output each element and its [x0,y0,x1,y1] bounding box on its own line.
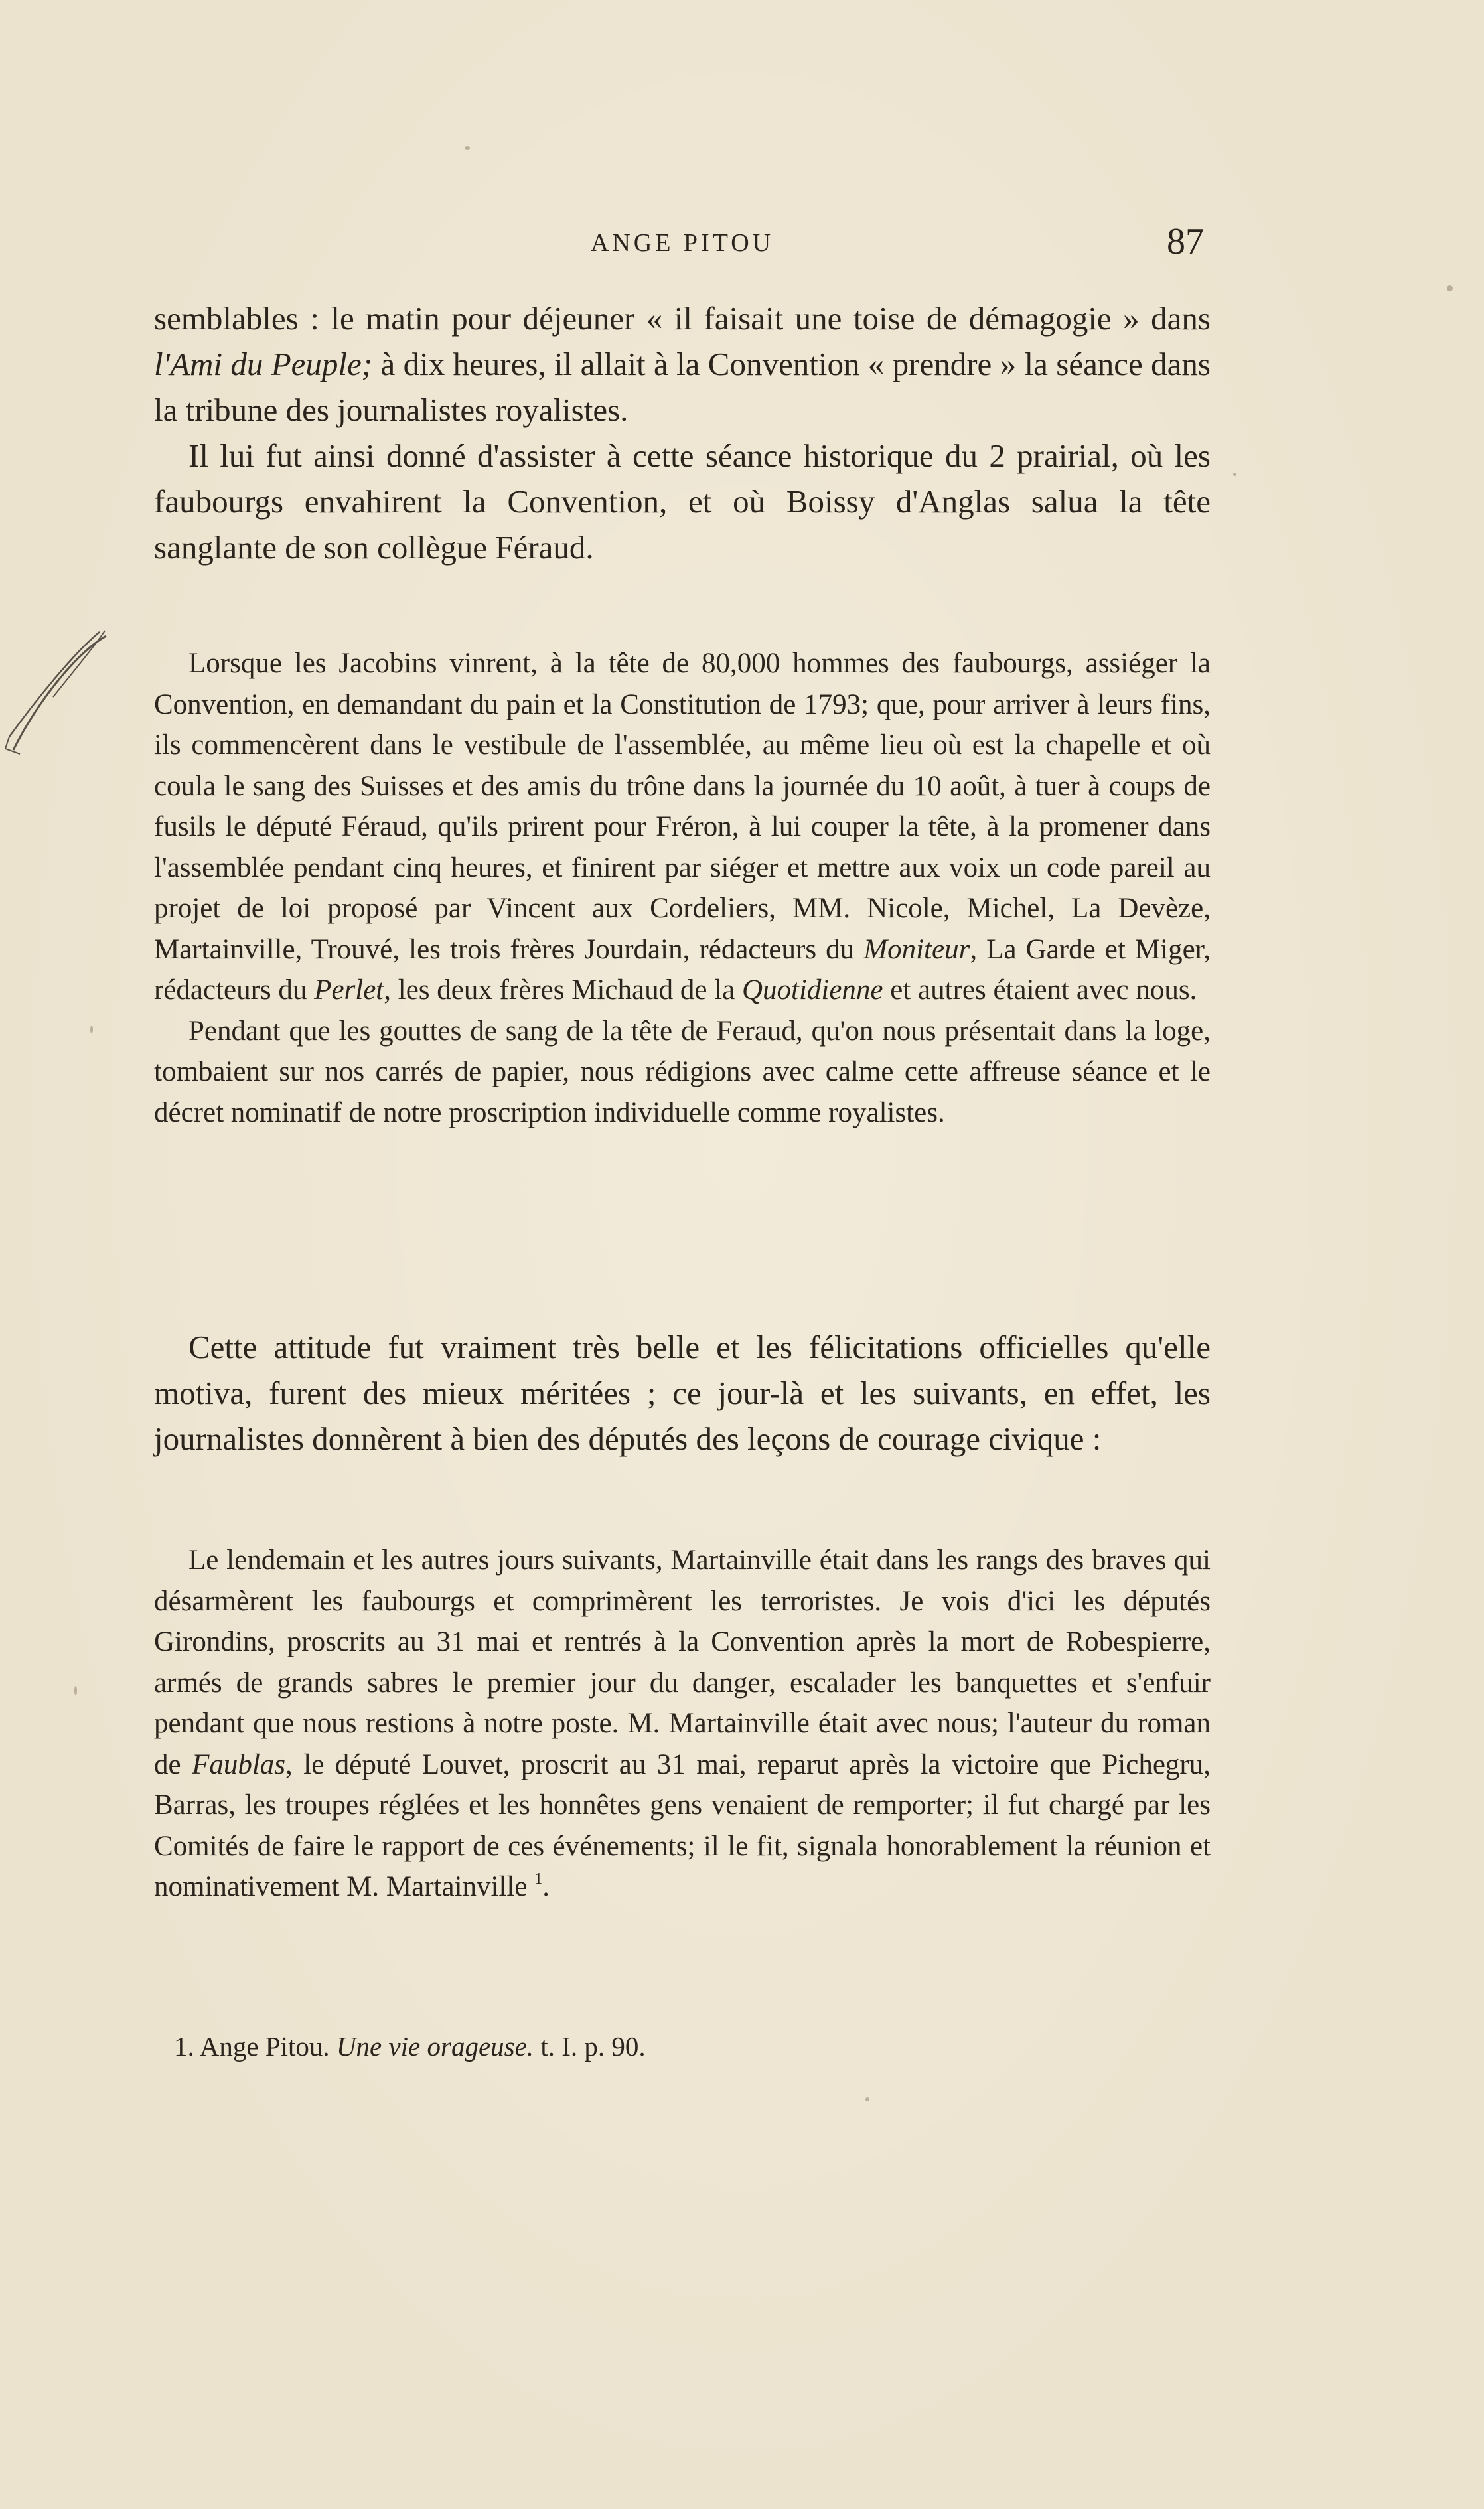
page-header [154,223,1211,269]
text-run: à dix heures, il allait à la Convention « prendre » la séance dans la tribune des journalistes royalistes. [154,346,1211,428]
footnote-title: Une vie orageuse. [336,2031,534,2062]
text-run: , La Garde et Miger, rédacteurs du [154,933,1211,1006]
paper-speck [865,2097,869,2101]
footnote-number: 1. [174,2031,194,2062]
text-run: et autres étaient avec nous. [883,974,1197,1006]
footnote-reference-text: t. I. p. 90. [540,2031,646,2062]
paragraph: Il lui fut ainsi donné d'assister à cette séance historique du 2 prairial, où les faubourgs envahirent la Convention, et où Boissy d'Anglas salua la tête sanglante de son collègue Féraud. [154,437,1211,566]
paper-speck [90,1026,93,1033]
paragraph [154,643,1211,1011]
footnote-author: Ange Pitou. [199,2031,330,2062]
running-title: ANGE PITOU [590,229,775,257]
pencil-margin-mark [0,624,119,757]
text-run: semblables : le matin pour déjeuner « il faisait une toise de démagogie » dans [154,300,1211,337]
paragraph [154,1540,1211,1908]
journal-title: Moniteur [863,933,970,965]
text-run: , les deux frères Michaud de la [384,974,742,1006]
text-run: . [542,1871,550,1902]
paragraph: Cette attitude fut vraiment très belle et les félicitations officielles qu'elle motiva, furent des mieux méritées ; ce jour-là et les suivants, en effet, les journalistes donnèrent à bien des députés des leçons de courage civique : [154,1329,1211,1457]
paper-speck [74,1686,77,1695]
journal-title: l'Ami du Peuple; [154,346,373,382]
text-run: Lorsque les Jacobins vinrent, à la tête de 80,000 hommes des faubourgs, assiéger la Convention, en demandant du pain et la Constitution de 1793; que, pour arriver à leurs fins, ils commencèrent dans le vestibule de l'assemblée, au même lieu où est la chapelle et où coula le sang des Suisses et des amis du trône dans la journée du 10 août, à tuer à coups de fusils le député Féraud, qu'ils prirent pour Fréron, à lui couper la tête, à la promener dans l'assemblée pendant cinq heures, et finirent par siéger et mettre aux voix un code pareil au projet de loi proposé par Vincent aux Cordeliers, MM. Nicole, Michel, La Devèze, Martainville, Trouvé, les trois frères Jourdain, rédacteurs du [154,648,1211,965]
paragraph [154,295,1211,433]
footnote-reference: 1 [534,1870,543,1888]
page-number: 87 [1167,221,1204,262]
text-run: , le député Louvet, proscrit au 31 mai, reparut après la victoire que Pichegru, Barras, les troupes réglées et les honnêtes gens venaient de remporter; il fut chargé par les Comités de faire le rapport de ces événements; il le fit, signala honorablement la réunion et nominativement M. Martainville [154,1748,1211,1902]
paper-speck [465,146,470,150]
paper-speck [1233,473,1236,476]
text-run: Le lendemain et les autres jours suivants, Martainville était dans les rangs des braves qui désarmèrent les faubourgs et comprimèrent les terroristes. Je vois d'ici les députés Girondins, proscrits au 31 mai et rentrés à la Convention après la mort de Robespierre, armés de grands sabres le premier jour du danger, escalader les banquettes et s'enfuir pendant que nous restions à notre poste. M. Martainville était avec nous; l'auteur du roman de [154,1545,1211,1780]
novel-title: Faublas [192,1748,286,1780]
paragraph: Pendant que les gouttes de sang de la tête de Feraud, qu'on nous présentait dans la loge, tombaient sur nos carrés de papier, nous rédigions avec calme cette affreuse séance et le décret nominatif de notre proscription individuelle comme royalistes. [154,1015,1211,1128]
journal-title: Quotidienne [741,974,883,1006]
paper-speck [1447,285,1453,291]
footnote [174,2028,1209,2065]
main-text-block-1 [154,295,1211,570]
journal-title: Perlet [314,974,384,1006]
quotation-block-2 [154,1540,1211,1908]
quotation-block-1 [154,643,1211,1133]
main-text-block-2 [154,1324,1211,1462]
